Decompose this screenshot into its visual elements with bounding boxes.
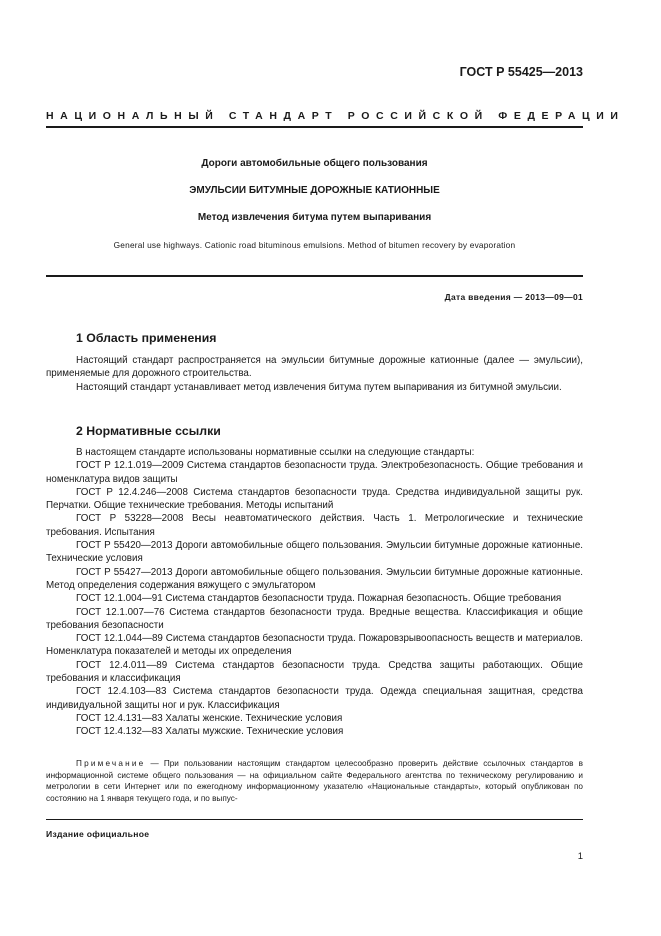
- reference-item: ГОСТ Р 12.4.246—2008 Система стандартов безопасности труда. Средства индивидуальной защиты рук. Перчатки. Общие технические требования. Методы испытаний: [46, 486, 583, 512]
- title-line-3: Метод извлечения битума путем выпаривания: [197, 212, 432, 223]
- reference-item: ГОСТ Р 55420—2013 Дороги автомобильные общего пользования. Эмульсии битумные дорожные катионные. Технические условия: [46, 540, 583, 565]
- note-block: [46, 758, 583, 805]
- paragraph: Настоящий стандарт устанавливает метод извлечения битума путем выпаривания из битумной эмульсии.: [76, 381, 562, 393]
- reference-item: ГОСТ 12.4.132—83 Халаты мужские. Технические условия: [76, 726, 344, 738]
- note-label: Примечание: [76, 759, 146, 768]
- document-code: ГОСТ Р 55425—2013: [459, 65, 583, 79]
- title-line-1: Дороги автомобильные общего пользования: [201, 158, 428, 169]
- section-1-heading: 1 Область применения: [76, 331, 217, 345]
- introduction-date: Дата введения — 2013—09—01: [444, 292, 583, 302]
- reference-item: ГОСТ Р 12.1.019—2009 Система стандартов безопасности труда. Электробезопасность. Общие требования и номенклатура видов защиты: [46, 460, 583, 485]
- reference-item: ГОСТ 12.4.103—83 Система стандартов безопасности труда. Одежда специальная защитная, средства индивидуальной защиты ног и рук. Классификация: [46, 686, 583, 711]
- reference-item: ГОСТ Р 55427—2013 Дороги автомобильные общего пользования. Эмульсии битумные дорожные катионные. Метод определения содержания вяжущего с эмульгатором: [46, 566, 583, 591]
- section-1-body: [46, 354, 583, 394]
- reference-item: ГОСТ 12.1.004—91 Система стандартов безопасности труда. Пожарная безопасность. Общие требования: [76, 593, 562, 605]
- reference-item: ГОСТ 12.1.007—76 Система стандартов безопасности труда. Вредные вещества. Классификация и общие требования безопасности: [46, 606, 583, 631]
- paragraph: В настоящем стандарте использованы нормативные ссылки на следующие стандарты:: [76, 447, 475, 458]
- section-2-heading: 2 Нормативные ссылки: [76, 424, 221, 438]
- paragraph: Настоящий стандарт распространяется на эмульсии битумные дорожные катионные (далее — эмульсии), применяемые для дорожного строительства.: [46, 355, 583, 380]
- reference-item: ГОСТ 12.1.044—89 Система стандартов безопасности труда. Пожаровзрывоопасность веществ и материалов. Номенклатура показателей и методы их определения: [46, 633, 583, 658]
- note-text: — При пользовании настоящим стандартом целесообразно проверить действие ссылочных стандартов в информационной системе общего пользования — на официальном сайте Федерального агентства по техническому регулированию и метрологии в сети Интернет или по ежегодному информационному указателю «Национальные стандарты», который опубликован по состоянию на 1 января текущего года, и по выпус-: [46, 759, 583, 804]
- footer-divider: [46, 819, 583, 820]
- reference-item: ГОСТ 12.4.131—83 Халаты женские. Технические условия: [76, 712, 343, 724]
- edition-label: Издание официальное: [46, 829, 150, 839]
- title-line-2: ЭМУЛЬСИИ БИТУМНЫЕ ДОРОЖНЫЕ КАТИОННЫЕ: [189, 185, 440, 196]
- top-divider: [46, 126, 583, 128]
- note-paragraph: [46, 758, 583, 805]
- title-divider: [46, 275, 583, 277]
- section-2-body: [46, 446, 583, 739]
- reference-item: ГОСТ Р 53228—2008 Весы неавтоматического действия. Часть 1. Метрологические и технические требования. Испытания: [46, 513, 583, 538]
- national-standard-banner: НАЦИОНАЛЬНЫЙ СТАНДАРТ РОССИЙСКОЙ ФЕДЕРАЦИИ: [46, 110, 625, 122]
- page-number: 1: [577, 851, 583, 862]
- reference-item: ГОСТ 12.4.011—89 Система стандартов безопасности труда. Средства защиты работающих. Общие требования и классификация: [46, 659, 583, 685]
- title-english: General use highways. Cationic road bituminous emulsions. Method of bitumen recovery by evaporation: [113, 240, 516, 250]
